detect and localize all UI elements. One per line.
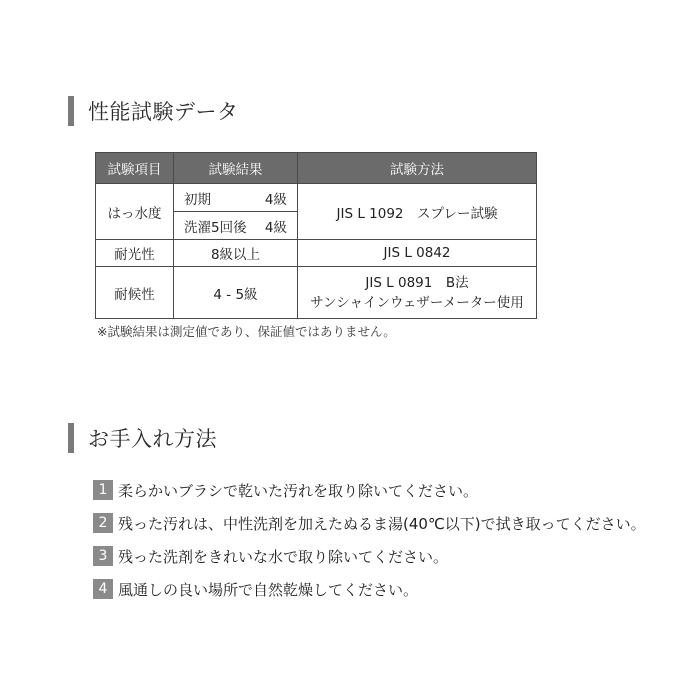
method-water-repellency: JIS L 1092 スプレー試験 [298,184,537,240]
step-number-badge: 3 [93,546,113,566]
table-row [96,267,537,319]
header-test-result: 試験結果 [174,153,298,184]
table-row [96,240,537,267]
step-number-badge: 2 [93,513,113,533]
row-item-weather-resistance: 耐候性 [96,267,174,319]
step-number-badge: 1 [93,480,113,500]
result-after-wash-value: 4級 [264,219,287,236]
result-weather-resistance: 4 - 5級 [174,267,298,319]
step-number-badge: 4 [93,579,113,599]
care-step-3 [93,545,448,567]
care-step-1 [93,479,478,501]
table-footnote: ※試験結果は測定値であり、保証値ではありません。 [97,324,396,339]
header-test-item: 試験項目 [96,153,174,184]
heading-accent-bar [68,423,74,453]
care-step-4 [93,578,418,600]
result-after-wash-label: 洗濯5回後 [184,219,247,236]
step-text: 残った洗剤をきれいな水で取り除いてください。 [118,547,449,566]
row-item-water-repellency: はっ水度 [96,184,174,240]
performance-section-heading [68,96,239,126]
result-lightfastness: 8級以上 [174,240,298,267]
method-weather-line2: サンシャインウェザーメーター使用 [310,294,524,311]
result-initial [174,184,298,212]
care-title: お手入れ方法 [88,427,217,451]
performance-table [95,152,537,319]
table-row [96,184,537,212]
row-item-lightfastness: 耐光性 [96,240,174,267]
result-after-wash [174,212,298,240]
care-step-2 [93,512,646,534]
step-text: 柔らかいブラシで乾いた汚れを取り除いてください。 [118,481,479,500]
header-test-method: 試験方法 [298,153,537,184]
result-initial-value: 4級 [264,191,287,208]
method-weather-line1: JIS L 0891 B法 [365,274,469,291]
method-weather-resistance [298,267,537,319]
method-lightfastness: JIS L 0842 [298,240,537,267]
table-header-row [96,153,537,184]
care-section-heading [68,423,217,453]
result-initial-label: 初期 [184,191,211,208]
heading-accent-bar [68,96,74,126]
step-text: 残った汚れは、中性洗剤を加えたぬるま湯(40℃以下)で拭き取ってください。 [118,514,646,533]
performance-title: 性能試験データ [88,100,239,124]
step-text: 風通しの良い場所で自然乾燥してください。 [118,580,419,599]
